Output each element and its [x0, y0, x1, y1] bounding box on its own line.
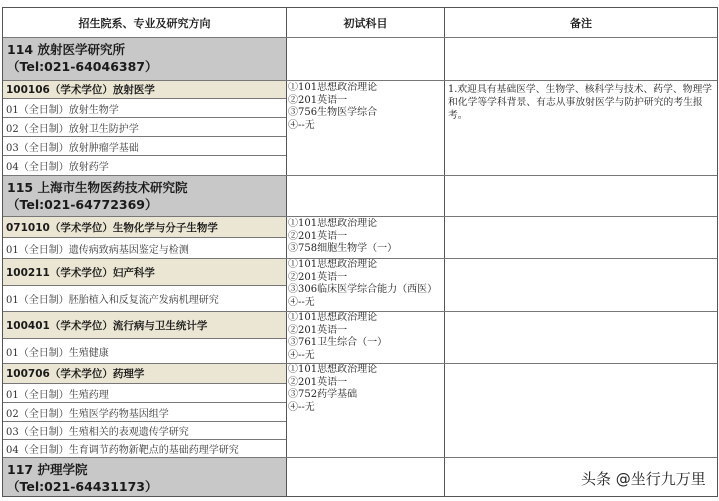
institute-117-name: 117 护理学院: [7, 462, 88, 477]
institute-115: [3, 176, 286, 216]
header-col-exam-subjects: 初试科目: [343, 16, 388, 30]
exam-subject: ④--无: [288, 119, 315, 131]
direction-item: 03（全日制）放射肿瘤学基础: [6, 142, 139, 154]
major-100106-title: 100106（学术学位）放射医学: [3, 81, 286, 98]
exam-subject: ③761卫生综合（一）: [288, 337, 388, 348]
institute-114-name: 114 放射医学研究所: [7, 42, 125, 57]
exam-subject: ②201英语一: [288, 376, 348, 388]
direction-item: 01（全日制）遗传病致病基因鉴定与检测: [6, 244, 189, 256]
direction-item: 01（全日制）胚胎植入和反复流产发病机理研究: [6, 295, 219, 306]
header-col-department: 招生院系、专业及研究方向: [78, 16, 211, 30]
exam-subject: ③756生物医学综合: [288, 107, 378, 118]
institute-115-name: 115 上海市生物医药技术研究院: [7, 180, 188, 195]
header-col-remarks: 备注: [570, 16, 592, 30]
exam-subject: ②201英语一: [288, 324, 348, 336]
direction-item: 04（全日制）生育调节药物新靶点的基础药理学研究: [6, 445, 239, 456]
institute-117-tel: （Tel:021-64431173）: [7, 479, 158, 494]
major-100401-title: 100401（学术学位）流行病与卫生统计学: [3, 312, 286, 338]
major-100401-subjects: [287, 312, 444, 363]
direction-item: 01（全日制）生殖健康: [6, 347, 109, 359]
exam-subject: ②201英语一: [288, 230, 348, 242]
major-100211-subjects: [287, 259, 444, 311]
major-100106-note: 1.欢迎具有基础医学、生物学、核科学与技术、药学、物理学和化学等学科背景、有志从事放射医学与防护研究的考生报考。: [448, 84, 713, 121]
major-100211-title: 100211（学术学位）妇产科学: [3, 259, 286, 285]
institute-114: [3, 38, 286, 80]
major-100706-subjects: [287, 364, 444, 416]
major-071010-title: 071010（学术学位）生物化学与分子生物学: [3, 217, 286, 237]
direction-item: 02（全日制）生殖医学药物基因组学: [6, 408, 169, 420]
institute-115-tel: （Tel:021-64772369）: [7, 197, 158, 212]
major-100706-title: 100706（学术学位）药理学: [3, 364, 286, 383]
institute-114-tel: （Tel:021-64046387）: [7, 59, 158, 74]
exam-subject: ③752药学基础: [288, 389, 358, 400]
institute-117: [3, 458, 286, 496]
direction-item: 01（全日制）生殖药理: [6, 389, 109, 401]
direction-item: 01（全日制）放射生物学: [6, 104, 119, 116]
exam-subject: ①101思想政治理论: [288, 82, 378, 93]
watermark-text: 头条 @坐行九万里: [575, 467, 712, 490]
admissions-table: [2, 7, 718, 497]
exam-subject: ①101思想政治理论: [288, 218, 378, 229]
direction-item: 03（全日制）生殖相关的表观遗传学研究: [6, 427, 189, 438]
exam-subject: ②201英语一: [288, 94, 348, 106]
exam-subject: ①101思想政治理论: [288, 312, 378, 323]
exam-subject: ④--无: [288, 349, 315, 361]
exam-subject: ④--无: [288, 296, 315, 308]
major-100106-subjects: [287, 82, 444, 142]
exam-subject: ①101思想政治理论: [288, 259, 378, 270]
direction-item: 02（全日制）放射卫生防护学: [6, 123, 139, 135]
exam-subject: ③306临床医学综合能力（西医）: [288, 284, 438, 295]
direction-item: 04（全日制）放射药学: [6, 162, 109, 173]
exam-subject: ③758细胞生物学（一）: [288, 243, 398, 254]
exam-subject: ②201英语一: [288, 271, 348, 283]
exam-subject: ④--无: [288, 401, 315, 413]
exam-subject: ①101思想政治理论: [288, 364, 378, 375]
major-071010-subjects: [287, 218, 444, 258]
